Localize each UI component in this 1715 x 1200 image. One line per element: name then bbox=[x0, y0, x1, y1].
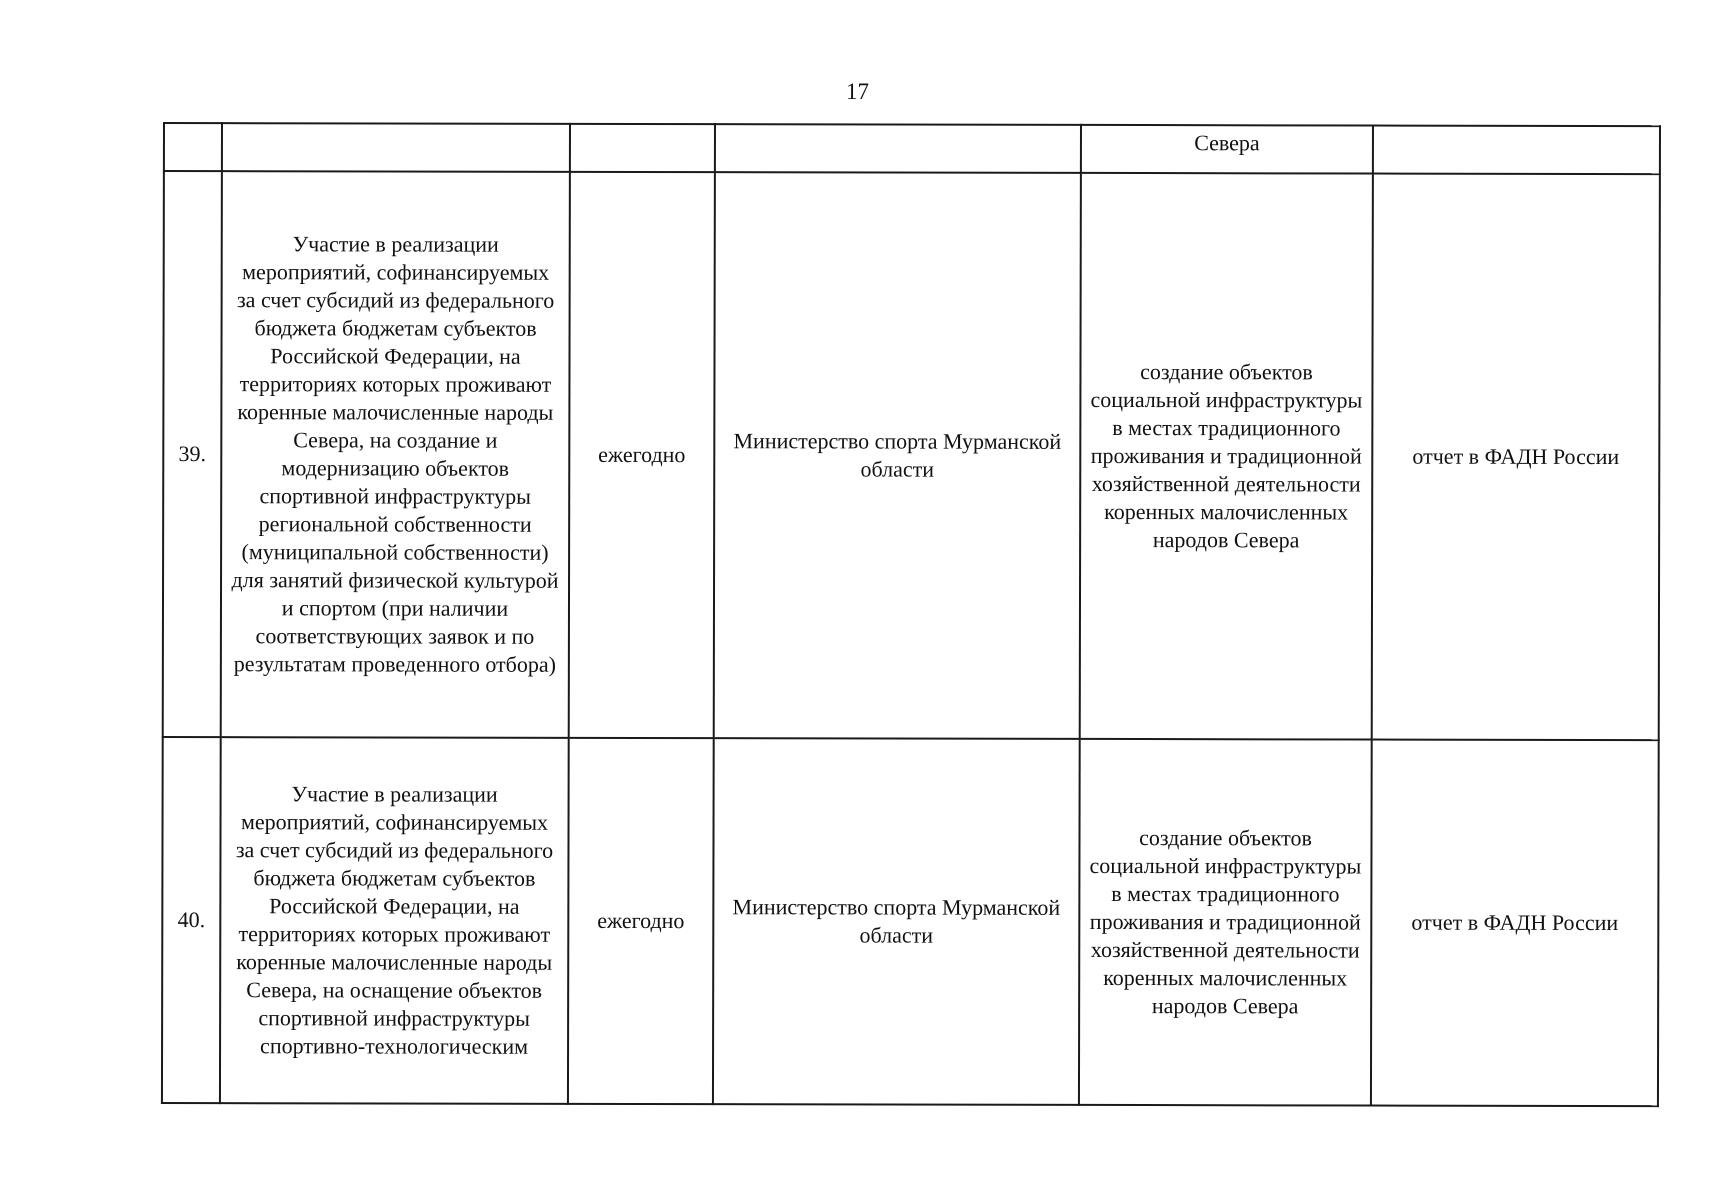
row-number: 39. bbox=[163, 171, 222, 737]
cell-report bbox=[1373, 126, 1660, 175]
page-number: 17 bbox=[846, 79, 869, 104]
executor-cell: Министерство спорта Мурманской области bbox=[713, 738, 1080, 1105]
period-cell: ежегодно bbox=[569, 172, 715, 738]
activity-cell: Участие в реализации мероприятий, софинансируемых за счет субсидий из федерального бюджета бюджетам субъектов Российской Федерации, на территориях которых проживают коренные малочисленные народы Севера, на оснащение объектов спортивной инфраструктуры спортивно-технологическим bbox=[220, 737, 569, 1104]
report-cell: отчет в ФАДН России bbox=[1372, 174, 1660, 741]
result-cell: создание объектов социальной инфраструктуры в местах традиционного проживания и традиционной хозяйственной деятельности коренных малочисленных народов Севера bbox=[1079, 739, 1372, 1106]
cell-activity bbox=[222, 123, 570, 172]
cell-result: Севера bbox=[1081, 125, 1373, 174]
activity-cell: Участие в реализации мероприятий, софинансируемых за счет субсидий из федерального бюджета бюджетам субъектов Российской Федерации, на территориях которых проживают коренные малочисленные народы Севера, на создание и модернизацию объектов спортивной инфраструктуры региональной собственности (муниципальной собственности) для занятий физической культурой и спортом (при наличии соответствующих заявок и по результатам проведенного отбора) bbox=[221, 171, 570, 738]
table-row bbox=[162, 737, 1659, 1106]
table-row bbox=[163, 171, 1660, 740]
cell-number bbox=[164, 123, 222, 171]
measures-table bbox=[161, 122, 1661, 1107]
cell-executor bbox=[715, 124, 1081, 173]
executor-cell: Министерство спорта Мурманской области bbox=[714, 172, 1081, 739]
table-row-continuation bbox=[164, 123, 1660, 174]
cell-period bbox=[570, 124, 715, 172]
row-number: 40. bbox=[162, 737, 221, 1103]
report-cell: отчет в ФАДН России bbox=[1371, 740, 1659, 1107]
period-cell: ежегодно bbox=[568, 738, 714, 1104]
result-cell: создание объектов социальной инфраструктуры в местах традиционного проживания и традиционной хозяйственной деятельности коренных малочисленных народов Севера bbox=[1080, 173, 1373, 740]
